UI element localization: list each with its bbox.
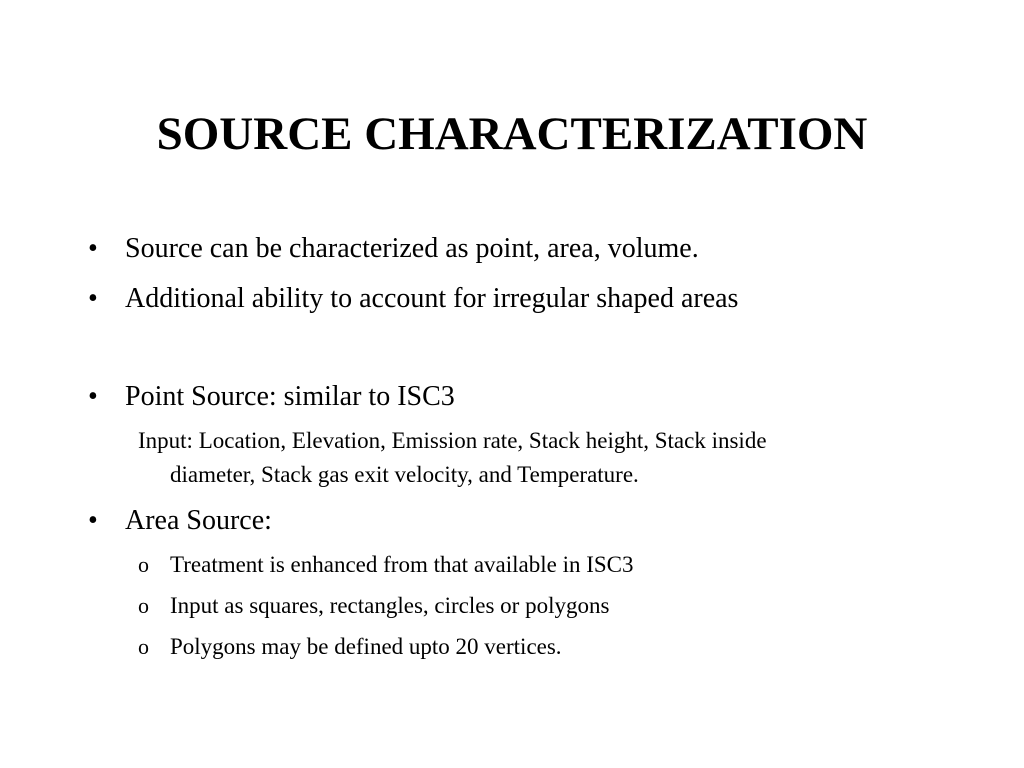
- sub-bullet-icon: o: [138, 593, 149, 618]
- point-source-input-line-2: diameter, Stack gas exit velocity, and Temperature.: [170, 462, 639, 487]
- bullet-icon: •: [88, 233, 98, 264]
- bullet-icon: •: [88, 381, 98, 412]
- bullet-item-area-source: Area Source:: [125, 505, 272, 536]
- bullet-icon: •: [88, 283, 98, 314]
- area-subitem-input-shapes: Input as squares, rectangles, circles or polygons: [170, 593, 610, 618]
- point-source-input-line-1: Input: Location, Elevation, Emission rate, Stack height, Stack inside: [138, 428, 767, 453]
- bullet-icon: •: [88, 505, 98, 536]
- bullet-item-irregular-areas: Additional ability to account for irregular shaped areas: [125, 283, 739, 314]
- bullet-item-point-source: Point Source: similar to ISC3: [125, 381, 455, 412]
- slide-title: SOURCE CHARACTERIZATION: [156, 108, 868, 160]
- sub-bullet-icon: o: [138, 552, 149, 577]
- bullet-item-point-area-volume: Source can be characterized as point, area, volume.: [125, 233, 699, 264]
- area-subitem-polygon-vertices: Polygons may be defined upto 20 vertices.: [170, 634, 562, 659]
- sub-bullet-icon: o: [138, 634, 149, 659]
- area-subitem-treatment: Treatment is enhanced from that available in ISC3: [170, 552, 634, 577]
